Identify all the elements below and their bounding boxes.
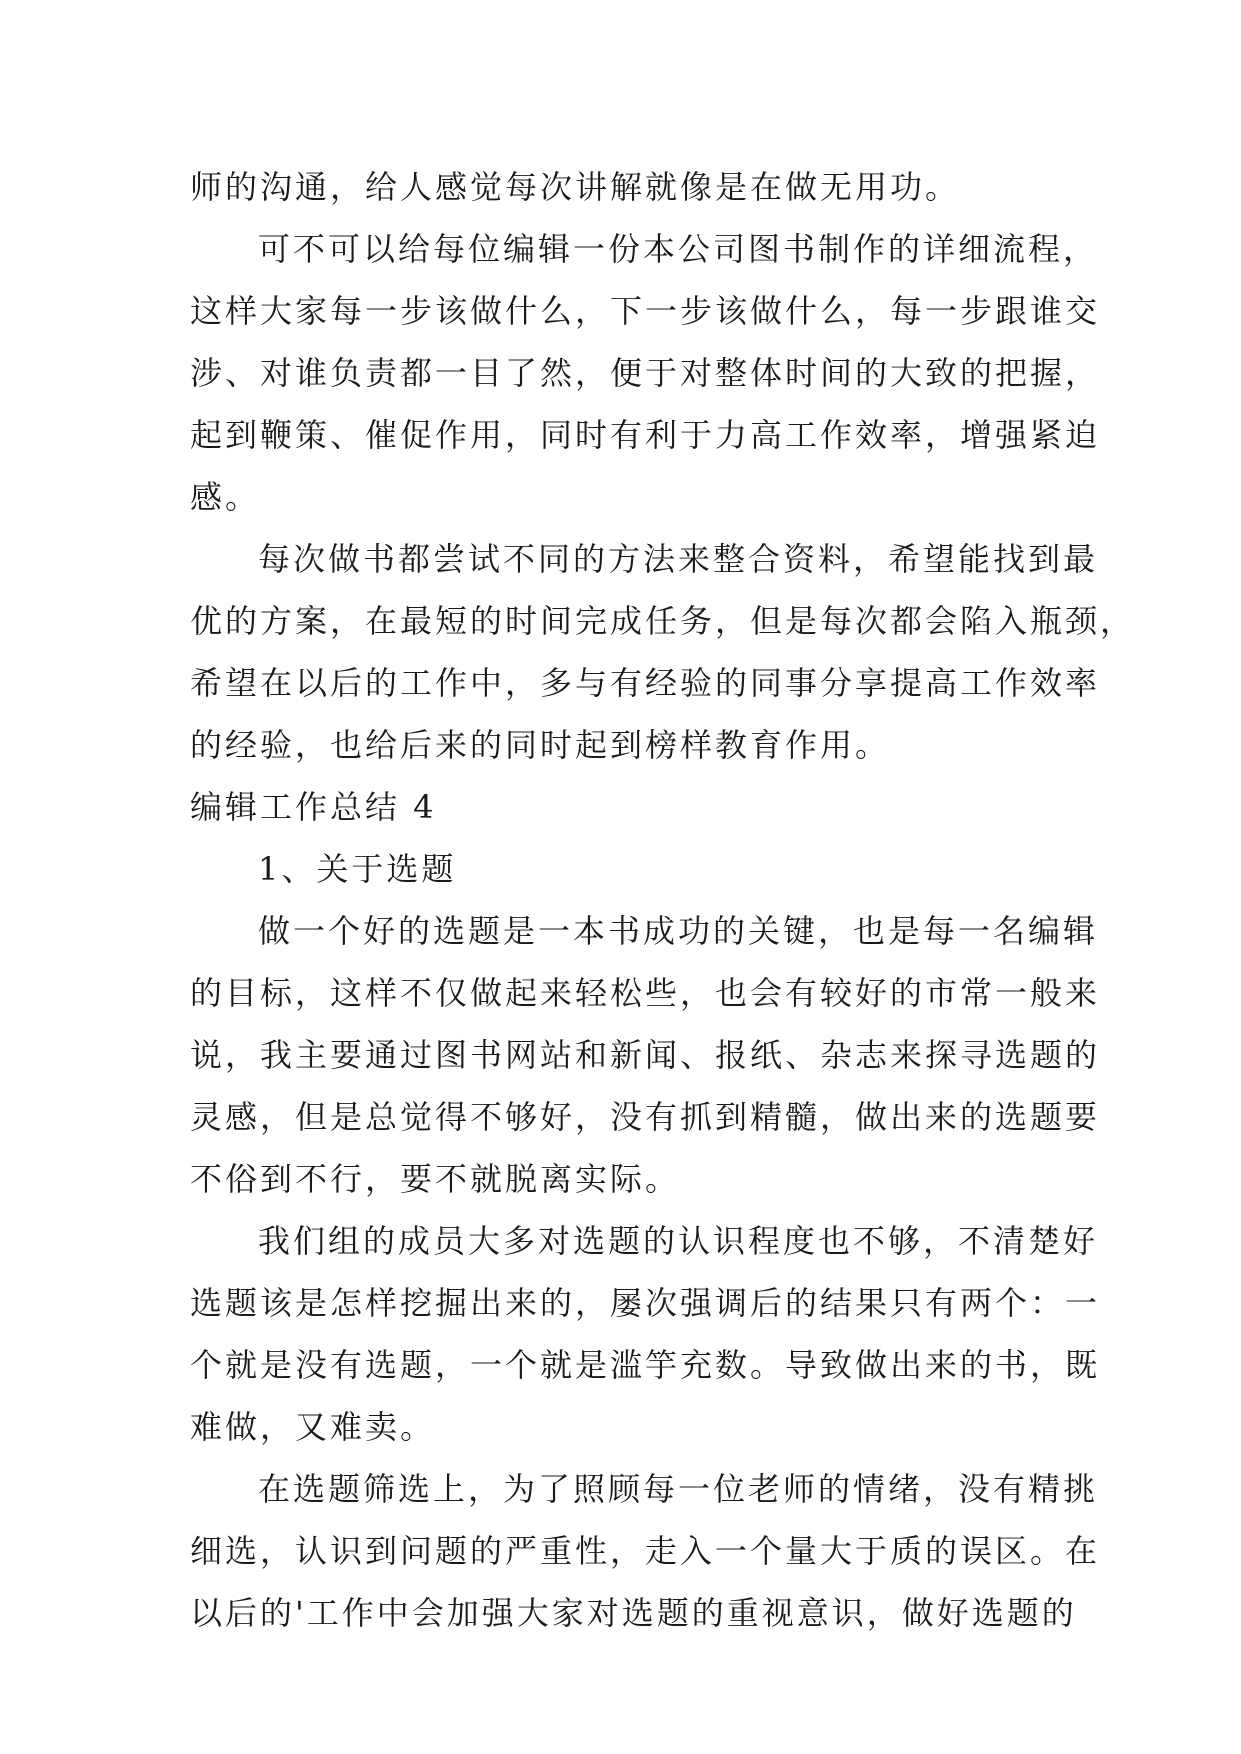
text-line: 做一个好的选题是一本书成功的关键，也是每一名编辑 xyxy=(258,912,1099,950)
text-line: 编辑工作总结 4 xyxy=(190,788,437,826)
text-line: 优的方案，在最短的时间完成任务，但是每次都会陷入瓶颈， xyxy=(190,602,1136,640)
text-line: 师的沟通，给人感觉每次讲解就像是在做无用功。 xyxy=(190,168,961,206)
text-line: 每次做书都尝试不同的方法来整合资料，希望能找到最 xyxy=(258,540,1099,578)
text-line: 这样大家每一步该做什么，下一步该做什么，每一步跟谁交 xyxy=(190,292,1101,330)
text-line: 涉、对谁负责都一目了然，便于对整体时间的大致的把握， xyxy=(190,354,1101,392)
text-line: 1、关于选题 xyxy=(258,850,457,888)
text-line: 起到鞭策、催促作用，同时有利于力高工作效率，增强紧迫 xyxy=(190,416,1101,454)
text-line: 感。 xyxy=(190,478,261,516)
text-line: 个就是没有选题，一个就是滥竽充数。导致做出来的书，既 xyxy=(190,1346,1101,1384)
text-line: 选题该是怎样挖掘出来的，屡次强调后的结果只有两个：一 xyxy=(190,1284,1101,1322)
text-line: 希望在以后的工作中，多与有经验的同事分享提高工作效率 xyxy=(190,664,1101,702)
text-line: 的经验，也给后来的同时起到榜样教育作用。 xyxy=(190,726,891,764)
text-line: 灵感，但是总觉得不够好，没有抓到精髓，做出来的选题要 xyxy=(190,1098,1101,1136)
text-line: 的目标，这样不仅做起来轻松些，也会有较好的市常一般来 xyxy=(190,974,1101,1012)
text-line: 以后的'工作中会加强大家对选题的重视意识，做好选题的 xyxy=(190,1594,1077,1632)
text-line: 在选题筛选上，为了照顾每一位老师的情绪，没有精挑 xyxy=(258,1470,1099,1508)
document-body xyxy=(190,156,1136,1644)
text-line: 可不可以给每位编辑一份本公司图书制作的详细流程， xyxy=(258,230,1099,268)
text-line: 不俗到不行，要不就脱离实际。 xyxy=(190,1160,681,1198)
text-line: 难做，又难卖。 xyxy=(190,1408,436,1446)
text-line: 我们组的成员大多对选题的认识程度也不够，不清楚好 xyxy=(258,1222,1099,1260)
text-line: 说，我主要通过图书网站和新闻、报纸、杂志来探寻选题的 xyxy=(190,1036,1101,1074)
text-line: 细选，认识到问题的严重性，走入一个量大于质的误区。在 xyxy=(190,1532,1101,1570)
